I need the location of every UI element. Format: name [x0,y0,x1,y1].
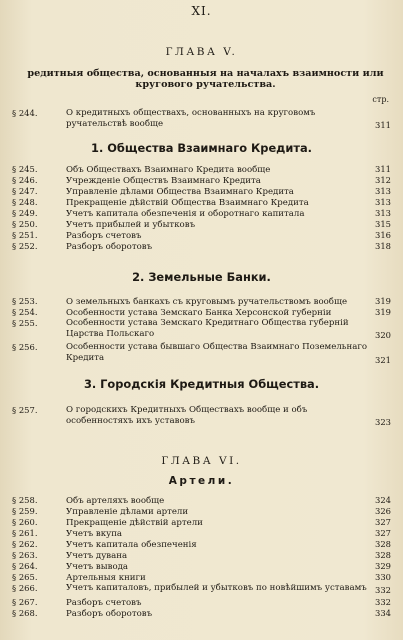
entry-number: § 246. [12,175,38,185]
toc-entry [12,186,391,197]
entry-title: Особенности устава Земскаго Банка Херсонской губерніи [66,308,332,318]
entry-number: § 247. [12,186,38,196]
toc-entry [12,561,391,572]
entry-title: Разборъ счетовъ [66,597,142,608]
toc-entry [12,307,391,318]
toc-entry [12,597,391,608]
entry-title: Учетъ капиталовъ, прибылей и убытковъ по новѣйшимъ уставамъ [66,583,367,593]
entry-page: 328 [375,550,391,560]
chapter-5-heading: ГЛАВА V. [165,46,238,58]
toc-entry [12,241,391,252]
intro-entries [12,108,391,132]
entry-title: Особенности устава бывшаго Общества Взаимнаго Поземельнаго Кредита [66,342,367,364]
section-1-entries [12,164,391,252]
chapter-6-subtitle: Артели. [168,475,235,487]
entry-number: § 267. [12,596,38,607]
entry-number: § 264. [12,561,38,571]
entry-number: § 244. [12,108,38,118]
entry-title: Учетъ вкупа [66,529,123,539]
entry-number: § 266. [12,583,38,593]
entry-page: 324 [375,495,391,505]
toc-entry [12,108,391,130]
entry-page: 319 [375,296,391,306]
entry-number: § 250. [12,219,38,229]
entry-number: § 261. [12,528,38,538]
entry-page: 327 [375,517,391,527]
entry-title: Артельныя книги [66,573,146,583]
entry-title: Объ артеляхъ вообще [66,496,165,506]
toc-entry [12,197,391,208]
section-2-entries [12,296,391,367]
entry-page: 316 [375,230,391,240]
entry-title: Учрежденіе Обществъ Взаимнаго Кредита [66,176,261,186]
entry-page: 311 [375,164,391,174]
toc-entry [12,550,391,561]
section-1-title: 1. Общества Взаимнаго Кредита. [91,141,312,155]
entry-number: § 256. [12,342,38,353]
toc-entry [12,318,391,340]
entry-title: Объ Обществахъ Взаимнаго Кредита вообще [66,165,271,175]
toc-entry [12,219,391,230]
entry-title: Учетъ прибылей и убытковъ [66,220,196,230]
entry-number: § 262. [12,539,38,549]
entry-number: § 253. [12,296,38,306]
entry-page: 313 [375,186,391,196]
page-number: XI. [191,4,212,18]
toc-entry [12,164,391,175]
entry-number: § 255. [12,318,38,328]
entry-number: § 265. [12,572,38,582]
entry-number: § 248. [12,197,38,207]
entry-title: Разборъ оборотовъ [66,608,153,619]
entry-title: Управленіе дѣлами Общества Взаимнаго Кредита [66,187,294,197]
toc-entry [12,583,391,595]
entry-number: § 249. [12,208,38,218]
section-3-entries [12,405,391,429]
toc-entry [12,230,391,241]
toc-entry [12,495,391,506]
entry-page: 313 [375,197,391,207]
entry-number: § 263. [12,550,38,560]
toc-entry [12,208,391,219]
entry-title: О городскихъ Кредитныхъ Обществахъ вообще и объ особенностяхъ ихъ уставовъ [66,405,308,426]
entry-title: Учетъ капитала обезпеченія и оборотнаго капитала [66,209,305,219]
entry-number: § 259. [12,506,38,516]
entry-page: 321 [375,354,391,365]
entry-title: О кредитныхъ обществахъ, основанныхъ на круговомъ ручательствѣ вообще [66,108,316,129]
entry-page: 329 [375,561,391,571]
toc-entry [12,506,391,517]
entry-title: Учетъ вывода [66,562,129,572]
entry-number: § 257. [12,405,38,415]
entry-number: § 260. [12,517,38,527]
entry-title: О земельныхъ банкахъ съ круговымъ ручательствомъ вообще [66,297,348,307]
entry-title: Особенности устава Земскаго Кредитнаго Общества губерній Царства Польскаго [66,318,349,339]
entry-page: 313 [375,208,391,218]
entry-number: § 251. [12,230,38,240]
entry-title: Управленіе дѣлами артели [66,507,189,517]
entry-page: 334 [375,607,391,618]
entry-number: § 252. [12,241,38,251]
entry-page: 312 [375,175,391,185]
entry-title: Прекращеніе дѣйствій артели [66,518,203,528]
toc-entry [12,608,391,619]
toc-entry [12,342,391,364]
entry-title: Разборъ счетовъ [66,231,142,241]
entry-page: 320 [375,330,391,341]
entry-number: § 258. [12,495,38,505]
entry-page: 327 [375,528,391,538]
page-column-label: стр. [372,95,389,104]
entry-page: 330 [375,572,391,582]
toc-entry [12,175,391,186]
section-2-title: 2. Земельные Банки. [132,270,271,284]
entry-title: Учетъ дувана [66,551,128,561]
entry-page: 323 [375,417,391,428]
chapter-6-entries [12,495,391,619]
entry-number: § 254. [12,307,38,317]
entry-page: 319 [375,307,391,317]
section-3-title: 3. Городскія Кредитныя Общества. [83,377,320,391]
toc-entry [12,405,391,427]
toc-entry [12,517,391,528]
entry-page: 326 [375,506,391,516]
toc-entry [12,539,391,550]
toc-entry [12,528,391,539]
entry-title: Учетъ капитала обезпеченія [66,540,197,550]
chapter-6-heading: ГЛАВА VI. [161,455,242,467]
entry-page: 332 [375,584,391,595]
entry-page: 332 [375,596,391,607]
entry-page: 318 [375,241,391,251]
entry-title: Прекращеніе дѣйствій Общества Взаимнаго Кредита [66,198,309,208]
chapter-5-subtitle: редитныя общества, основанныя на началахъ взаимности или кругового ручательства. [27,68,384,91]
entry-page: 311 [375,120,391,131]
toc-entry [12,296,391,307]
entry-title: Разборъ оборотовъ [66,242,153,252]
entry-page: 328 [375,539,391,549]
entry-number: § 245. [12,164,38,174]
entry-page: 315 [375,219,391,229]
toc-entry [12,572,391,583]
entry-number: § 268. [12,607,38,618]
